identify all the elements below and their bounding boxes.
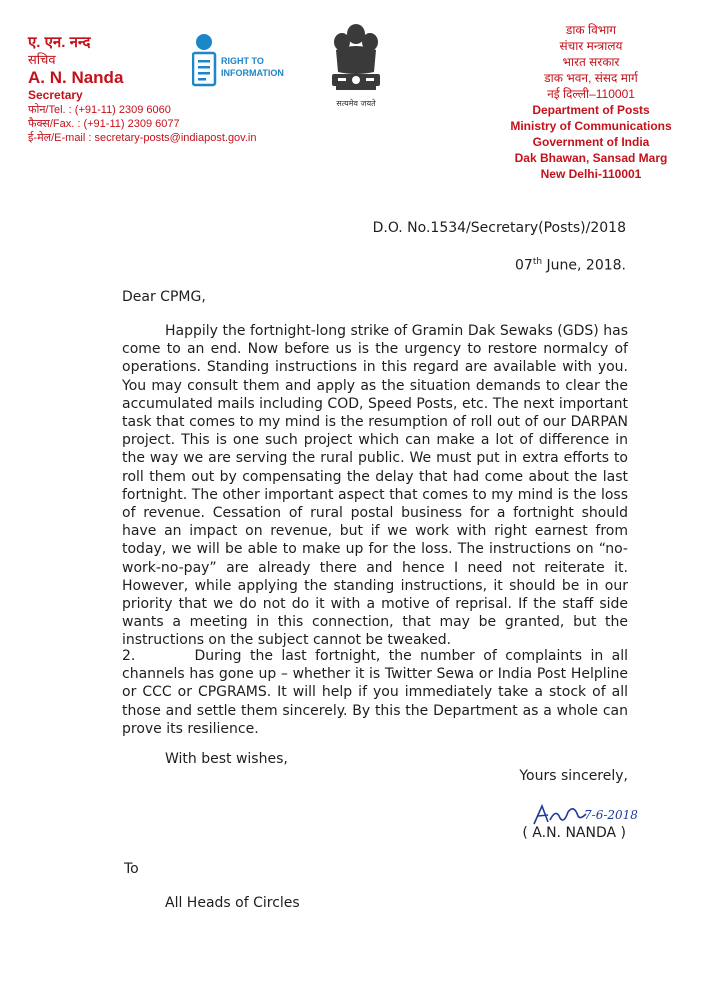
dept-hindi-line: डाक विभाग bbox=[565, 23, 617, 37]
closing: Yours sincerely, bbox=[519, 768, 628, 784]
national-emblem bbox=[322, 20, 390, 112]
email-line: ई-मेल/E-mail : secretary-posts@indiapost.gov.in bbox=[28, 132, 257, 144]
rti-line2: INFORMATION bbox=[221, 68, 284, 78]
signatory-name: ( A.N. NANDA ) bbox=[522, 825, 626, 841]
emblem-motto: सत्यमेव जयते bbox=[336, 99, 376, 108]
lion-capital-icon bbox=[322, 20, 390, 98]
dept-line: Department of Posts bbox=[532, 103, 650, 117]
paragraph-1: Happily the fortnight-long strike of Gramin Dak Sewaks (GDS) has come to an end. Now before us is the urgency to restore normalcy of operations. Standing instructions in this regard are available with you. You may consult them and apply as the situation demands to clear the accumulated mails including COD, Speed Posts, etc. The next important task that comes to my mind is the resumption of roll out of our DARPAN project. This is one such project which can make a lot of difference in the way we are serving the rural public. We must put in extra efforts to roll them out by compensating the delay that had come about the last fortnight. The other important aspect that comes to my mind is the loss of revenue. Cessation of rural postal business for a fortnight should have an impact on revenue, but if we work with right earnest from today, we will be able to make up for the loss. The instructions on “no-work-no-pay” are already there and hence I need not reiterate it. However, while applying the standing instructions, it should be in our priority that we do not do it with a motive of reprisal. If the staff side wants a meeting in this connection, that may be granted, but the instructions on the subject cannot be tweaked. bbox=[122, 323, 628, 649]
salutation: Dear CPMG, bbox=[122, 289, 206, 305]
rti-line1: RIGHT TO bbox=[221, 56, 264, 66]
letter-date: 07th June, 2018. bbox=[515, 257, 626, 274]
fax-line: फैक्स/Fax. : (+91-11) 2309 6077 bbox=[28, 118, 180, 130]
ministry-hindi-line: संचार मन्त्रालय bbox=[559, 39, 623, 53]
paragraph-2-number: 2. bbox=[122, 648, 136, 664]
govt-line: Government of India bbox=[532, 135, 650, 149]
name-hindi: ए. एन. नन्द bbox=[28, 34, 91, 51]
paragraph-2 bbox=[122, 647, 628, 738]
paragraph-2-text: During the last fortnight, the number of complaints in all channels has gone up – whether it is Twitter Sewa or India Post Helpline or CCC or CPGRAMS. It will help if you immediately take a stock of all those and settle them sincerely. By this the Department as a whole can prove its resilience. bbox=[122, 648, 629, 737]
reference-number: D.O. No.1534/Secretary(Posts)/2018 bbox=[372, 220, 626, 236]
address-hindi-line: डाक भवन, संसद मार्ग bbox=[544, 71, 638, 85]
ministry-line: Ministry of Communications bbox=[510, 119, 672, 133]
sender-name: A. N. Nanda bbox=[28, 68, 124, 87]
recipient: All Heads of Circles bbox=[165, 895, 300, 911]
sender-title: Secretary bbox=[28, 88, 83, 102]
govt-hindi-line: भारत सरकार bbox=[562, 55, 620, 69]
rti-logo bbox=[192, 33, 302, 89]
address-line: Dak Bhawan, Sansad Marg bbox=[514, 151, 668, 165]
title-hindi: सचिव bbox=[28, 52, 56, 67]
rti-icon bbox=[192, 33, 220, 89]
best-wishes: With best wishes, bbox=[165, 751, 288, 767]
signature-date: 7-6-2018 bbox=[584, 808, 638, 822]
tel-line: फोन/Tel. : (+91-11) 2309 6060 bbox=[28, 104, 171, 116]
letterhead-right bbox=[480, 22, 702, 182]
city-line: New Delhi-110001 bbox=[540, 167, 642, 181]
city-hindi-line: नई दिल्ली–110001 bbox=[547, 87, 635, 101]
to-label: To bbox=[124, 861, 139, 877]
